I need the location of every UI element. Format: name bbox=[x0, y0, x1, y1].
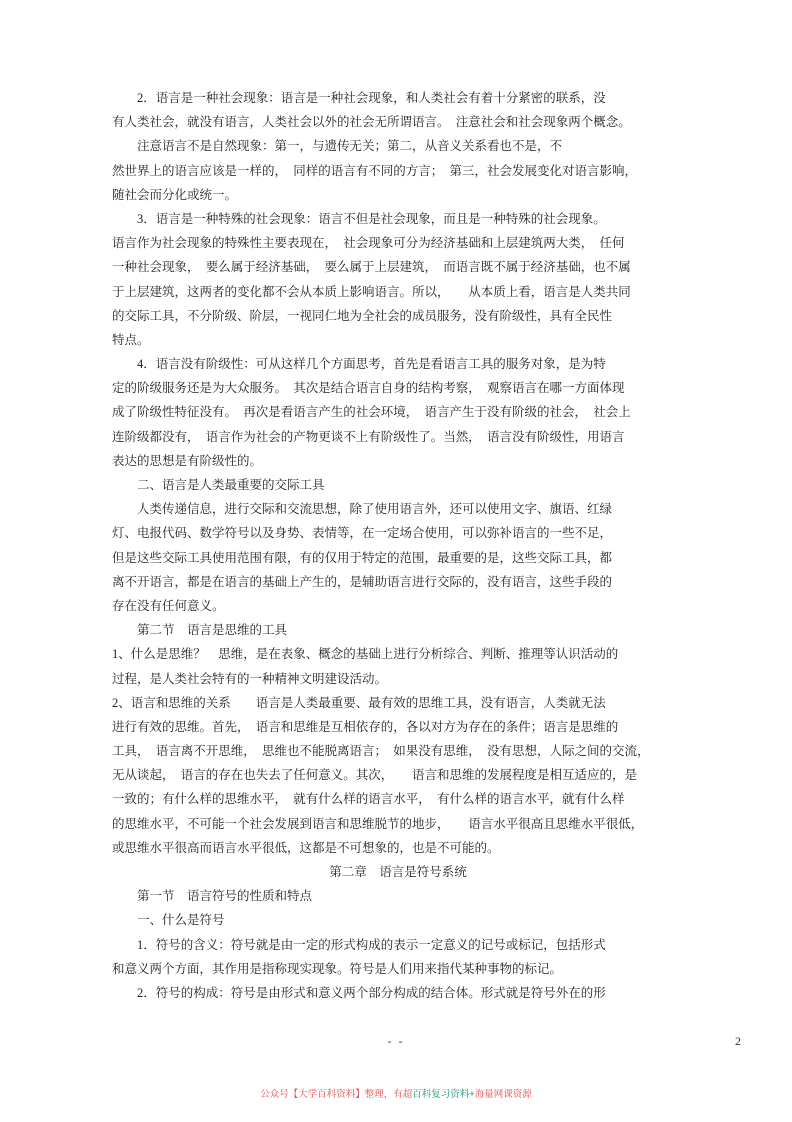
text-line: 有人类社会，就没有语言，人类社会以外的社会无所谓语言。 注意社会和社会现象两个概念。 bbox=[112, 115, 631, 130]
text-line: 4．语言没有阶级性：可从这样几个方面思考，首先是看语言工具的服务对象，是为特 bbox=[112, 357, 606, 372]
watermark-footer bbox=[0, 1086, 792, 1100]
text-line: 或思维水平很高而语言水平很低，这都是不可想象的，也是不可能的。 bbox=[112, 840, 500, 855]
text-line: 第二章 语言是符号系统 bbox=[329, 865, 467, 879]
text-line: 定的阶级服务还是为大众服务。 其次是结合语言自身的结构考察， 观察语言在哪一方面体现 bbox=[112, 381, 625, 396]
text-line: 第一节 语言符号的性质和特点 bbox=[112, 889, 313, 904]
text-line: 存在没有任何意义。 bbox=[112, 598, 225, 613]
text-line: 语言作为社会现象的特殊性主要表现在， 社会现象可分为经济基础和上层建筑两大类， 任何 bbox=[112, 236, 625, 251]
text-line: 3．语言是一种特殊的社会现象：语言不但是社会现象，而且是一种特殊的社会现象。 bbox=[112, 211, 606, 226]
footer-dash: - - bbox=[387, 1034, 405, 1048]
text-line: 2、语言和思维的关系 语言是人类最重要、最有效的思维工具，没有语言，人类就无法 bbox=[112, 695, 606, 710]
text-line: 灯、电报代码、数学符号以及身势、表情等，在一定场合使用，可以弥补语言的一些不足， bbox=[112, 526, 613, 541]
text-line: 2．语言是一种社会现象：语言是一种社会现象，和人类社会有着十分紧密的联系，没 bbox=[112, 91, 606, 105]
text-line: 注意语言不是自然现象：第一，与遗传无关；第二，从音义关系看也不是，不 bbox=[112, 139, 563, 154]
page-number: 2 bbox=[735, 1034, 741, 1048]
text-line: 和意义两个方面，其作用是指称现实现象。符号是人们用来指代某种事物的标记。 bbox=[112, 961, 563, 976]
text-line: 连阶级都没有， 语言作为社会的产物更谈不上有阶级性了。当然， 语言没有阶级性，用语言 bbox=[112, 429, 625, 444]
text-line: 1、什么是思维？ 思维，是在表象、概念的基础上进行分析综合、判断、推理等认识活动的 bbox=[112, 647, 619, 662]
text-line: 2．符号的构成：符号是由形式和意义两个部分构成的结合体。形式就是符号外在的形 bbox=[112, 985, 606, 1000]
pagination-row bbox=[0, 1034, 792, 1054]
text-line: 特点。 bbox=[112, 332, 150, 347]
text-line: 表达的思想是有阶级性的。 bbox=[112, 453, 263, 468]
text-line: 第二节 语言是思维的工具 bbox=[112, 623, 288, 638]
text-line: 一种社会现象， 要么属于经济基础， 要么属于上层建筑， 而语言既不属于经济基础，也不属 bbox=[112, 260, 631, 275]
text-line: 无从谈起， 语言的存在也失去了任何意义。其次， 语言和思维的发展程度是相互适应的，是 bbox=[112, 768, 638, 783]
text-line: 然世界上的语言应该是一样的， 同样的语言有不同的方言； 第三，社会发展变化对语言影响， bbox=[112, 163, 638, 178]
text-line: 的思维水平，不可能一个社会发展到语言和思维脱节的地步， 语言水平很高且思维水平很低， bbox=[112, 816, 644, 831]
text-line: 于上层建筑，这两者的变化都不会从本质上影响语言。所以， 从本质上看，语言是人类共同 bbox=[112, 284, 631, 299]
text-line: 的交际工具，不分阶级、阶层，一视同仁地为全社会的成员服务，没有阶级性，具有全民性 bbox=[112, 308, 613, 323]
watermark-segment: 海量网课资源 bbox=[474, 1089, 532, 1100]
text-line: 工具， 语言离不开思维， 思维也不能脱离语言； 如果没有思维， 没有思想，人际之间的交流， bbox=[112, 744, 650, 759]
text-line: 人类传递信息，进行交际和交流思想，除了使用语言外，还可以使用文字、旗语、红绿 bbox=[112, 502, 613, 517]
text-line: 成了阶级性特征没有。 再次是看语言产生的社会环境， 语言产生于没有阶级的社会， 社会上 bbox=[112, 405, 631, 420]
text-line: 离不开语言，都是在语言的基础上产生的，是辅助语言进行交际的，没有语言，这些手段的 bbox=[112, 574, 613, 589]
text-line: 但是这些交际工具使用范围有限，有的仅用于特定的范围，最重要的是，这些交际工具，都 bbox=[112, 550, 613, 565]
watermark-segment: 公众号【大学百科资料】整理，有超 bbox=[260, 1089, 413, 1100]
text-line: 1．符号的含义：符号就是由一定的形式构成的表示一定意义的记号或标记，包括形式 bbox=[112, 937, 606, 952]
document-lines bbox=[112, 86, 684, 1005]
text-line: 过程，是人类社会特有的一种精神文明建设活动。 bbox=[112, 671, 388, 686]
text-line: 进行有效的思维。首先， 语言和思维是互相依存的，各以对方为存在的条件；语言是思维的 bbox=[112, 719, 619, 734]
watermark-segment: 百科复习资料+ bbox=[412, 1089, 475, 1100]
text-line: 一致的；有什么样的思维水平， 就有什么样的语言水平， 有什么样的语言水平，就有什么样 bbox=[112, 792, 625, 807]
text-line: 随社会而分化或统一。 bbox=[112, 187, 238, 202]
text-line: 二、语言是人类最重要的交际工具 bbox=[112, 478, 325, 492]
text-line: 一、什么是符号 bbox=[112, 913, 225, 928]
